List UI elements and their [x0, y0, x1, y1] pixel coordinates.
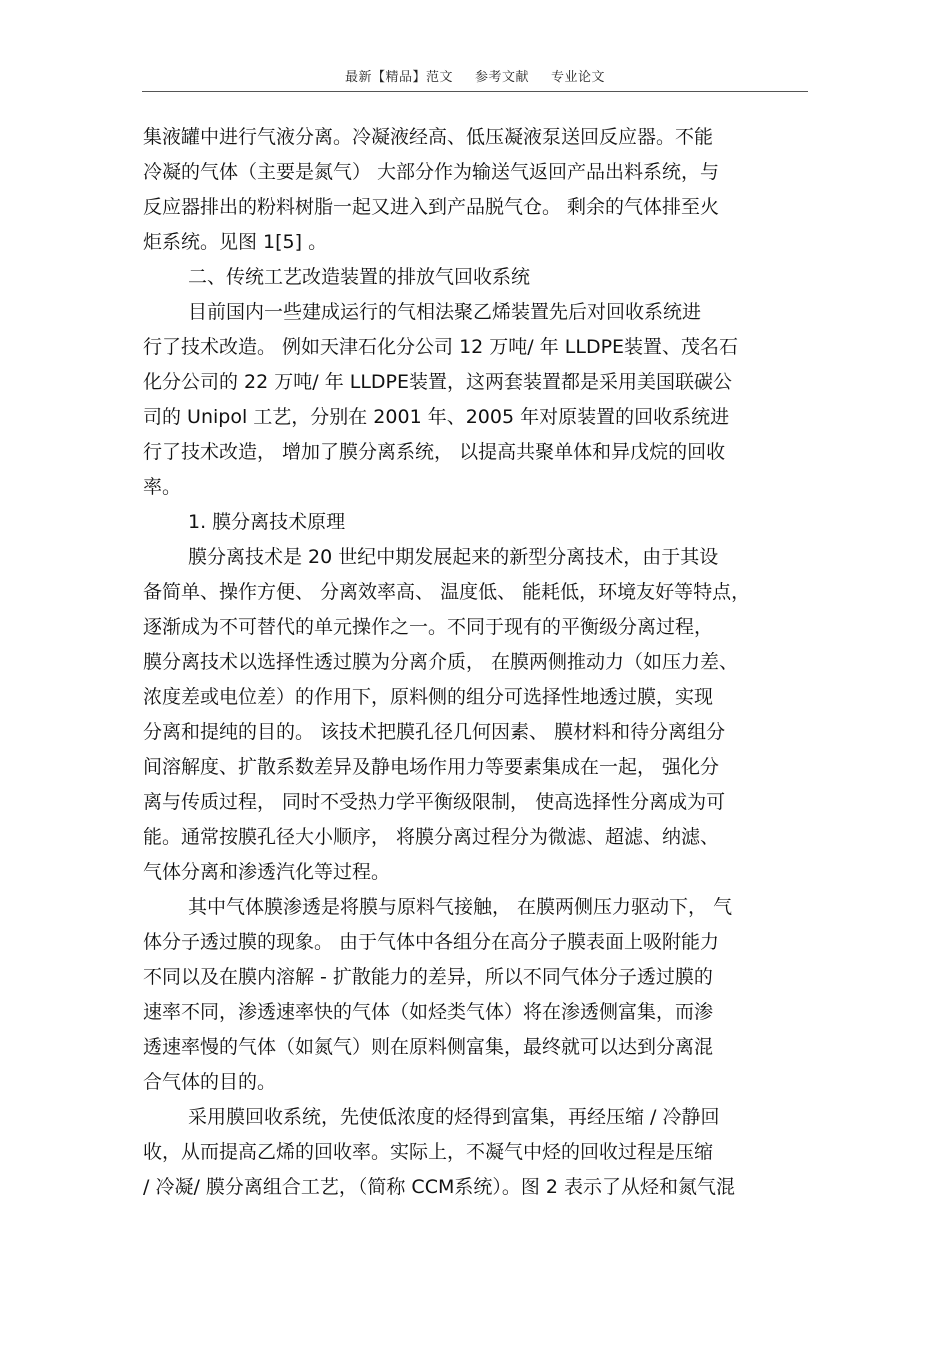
text-line: 透速率慢的气体（如氮气）则在原料侧富集，最终就可以达到分离混	[143, 1036, 714, 1058]
text-line: 化分公司的 22 万吨/ 年 LLDPE装置，这两套装置都是采用美国联碳公	[143, 371, 733, 393]
text-line: 二、传统工艺改造装置的排放气回收系统	[188, 266, 531, 288]
header-rule	[142, 91, 808, 92]
text-line: 集液罐中进行气液分离。冷凝液经高、低压凝液泵送回反应器。不能	[143, 126, 714, 148]
text-line: 不同以及在膜内溶解 - 扩散能力的差异，所以不同气体分子透过膜的	[143, 966, 713, 988]
text-line: 能。通常按膜孔径大小顺序， 将膜分离过程分为微滤、超滤、纳滤、	[143, 826, 720, 848]
text-line: 司的 Unipol 工艺，分别在 2001 年、2005 年对原装置的回收系统进	[143, 406, 730, 428]
text-line: 行了技术改造。 例如天津石化分公司 12 万吨/ 年 LLDPE装置、茂名石	[143, 336, 739, 358]
text-line: 离与传质过程， 同时不受热力学平衡级限制， 使高选择性分离成为可	[143, 791, 726, 813]
text-line: 膜分离技术是 20 世纪中期发展起来的新型分离技术，由于其设	[188, 546, 719, 568]
page-header	[0, 66, 950, 85]
document-body	[143, 120, 813, 1205]
text-line: 备简单、操作方便、 分离效率高、 温度低、 能耗低，环境友好等特点，	[143, 581, 751, 603]
text-line: 目前国内一些建成运行的气相法聚乙烯装置先后对回收系统进	[188, 301, 702, 323]
header-item: 最新【精品】范文	[344, 70, 453, 85]
text-line: 1. 膜分离技术原理	[188, 511, 346, 533]
header-item: 专业论文	[551, 70, 606, 85]
text-line: / 冷凝/ 膜分离组合工艺，（简称 CCM系统）。图 2 表示了从烃和氮气混	[143, 1176, 736, 1198]
text-line: 收，从而提高乙烯的回收率。实际上，不凝气中烃的回收过程是压缩	[143, 1141, 714, 1163]
text-line: 分离和提纯的目的。 该技术把膜孔径几何因素、 膜材料和待分离组分	[143, 721, 726, 743]
text-line: 膜分离技术以选择性透过膜为分离介质， 在膜两侧推动力（如压力差、	[143, 651, 739, 673]
text-line: 合气体的目的。	[143, 1071, 277, 1093]
text-line: 率。	[143, 476, 182, 498]
text-line: 采用膜回收系统，先使低浓度的烃得到富集，再经压缩 / 冷静回	[188, 1106, 720, 1128]
text-line: 其中气体膜渗透是将膜与原料气接触， 在膜两侧压力驱动下， 气	[188, 896, 733, 918]
text-line: 气体分离和渗透汽化等过程。	[143, 861, 391, 883]
text-line: 浓度差或电位差）的作用下，原料侧的组分可选择性地透过膜，实现	[143, 686, 714, 708]
text-line: 体分子透过膜的现象。 由于气体中各组分在高分子膜表面上吸附能力	[143, 931, 720, 953]
text-line: 冷凝的气体（主要是氮气） 大部分作为输送气返回产品出料系统，与	[143, 161, 720, 183]
text-line: 间溶解度、扩散系数差异及静电场作用力等要素集成在一起， 强化分	[143, 756, 720, 778]
text-line: 反应器排出的粉料树脂一起又进入到产品脱气仓。 剩余的气体排至火	[143, 196, 720, 218]
text-line: 炬系统。见图 1[5] 。	[143, 231, 328, 253]
header-item: 参考文献	[474, 70, 529, 85]
text-line: 速率不同，渗透速率快的气体（如烃类气体）将在渗透侧富集，而渗	[143, 1001, 714, 1023]
text-line: 行了技术改造， 增加了膜分离系统， 以提高共聚单体和异戊烷的回收	[143, 441, 726, 463]
text-line: 逐渐成为不可替代的单元操作之一。不同于现有的平衡级分离过程，	[143, 616, 714, 638]
